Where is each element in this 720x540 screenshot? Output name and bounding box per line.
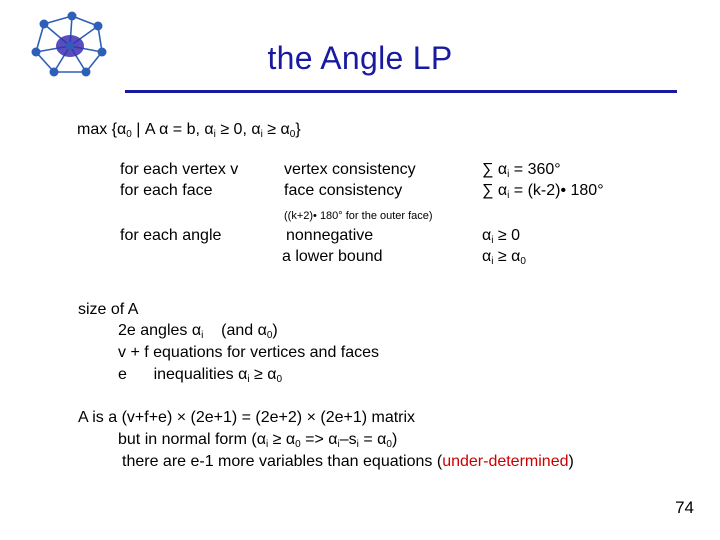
face-desc: face consistency bbox=[284, 182, 403, 199]
lp-objective: $\max \{\alpha_0$ | A α = b, $\alpha_i \ge 0$, $\alpha_i \ge \alpha_0$} bbox=[77, 121, 301, 140]
angle-equation-1: $\alpha_i \ge 0$ bbox=[482, 227, 521, 246]
under-determined-highlight: under-determined bbox=[442, 453, 569, 470]
size-line-angles: 2e angles $\alpha_i$ (and $\alpha_0$) bbox=[118, 322, 278, 341]
matrix-line-normal-form: but in normal form $(\alpha_i \ge \alpha_0 => \alpha_i-s_i = \alpha_0)$ bbox=[118, 431, 398, 450]
title-divider bbox=[125, 90, 677, 93]
face-label: for each face bbox=[120, 182, 213, 199]
outer-face-note: ((k+2)• 180° for the outer face) bbox=[284, 210, 433, 222]
angle-desc-nonnegative: nonnegative bbox=[286, 227, 374, 244]
angle-desc-lower-bound: a lower bound bbox=[282, 248, 383, 265]
matrix-line-variables: there are e-1 more variables than equations (under-determined) bbox=[122, 453, 574, 470]
size-line-equations: v + f equations for vertices and faces bbox=[118, 344, 380, 361]
vertex-desc: vertex consistency bbox=[284, 161, 416, 178]
page-number: 74 bbox=[675, 498, 694, 517]
vertex-equation: ∑ $\alpha_i = 360^\circ$ bbox=[482, 161, 561, 180]
angle-label: for each angle bbox=[120, 227, 222, 244]
size-heading: size of A bbox=[78, 301, 139, 318]
size-line-inequalities: e inequalities $\alpha_i \ge \alpha_0$ bbox=[118, 366, 283, 385]
angle-equation-2: $\alpha_i \ge \alpha_0$ bbox=[482, 248, 526, 267]
face-equation: ∑ $\alpha_i$ = (k-2)• 180° bbox=[482, 182, 604, 201]
matrix-line-dimensions: A is a (v+f+e) × (2e+1) = (2e+2) × (2e+1) matrix bbox=[78, 409, 416, 426]
slide-title: the Angle LP bbox=[267, 40, 453, 76]
vertex-label: for each vertex v bbox=[120, 161, 239, 178]
